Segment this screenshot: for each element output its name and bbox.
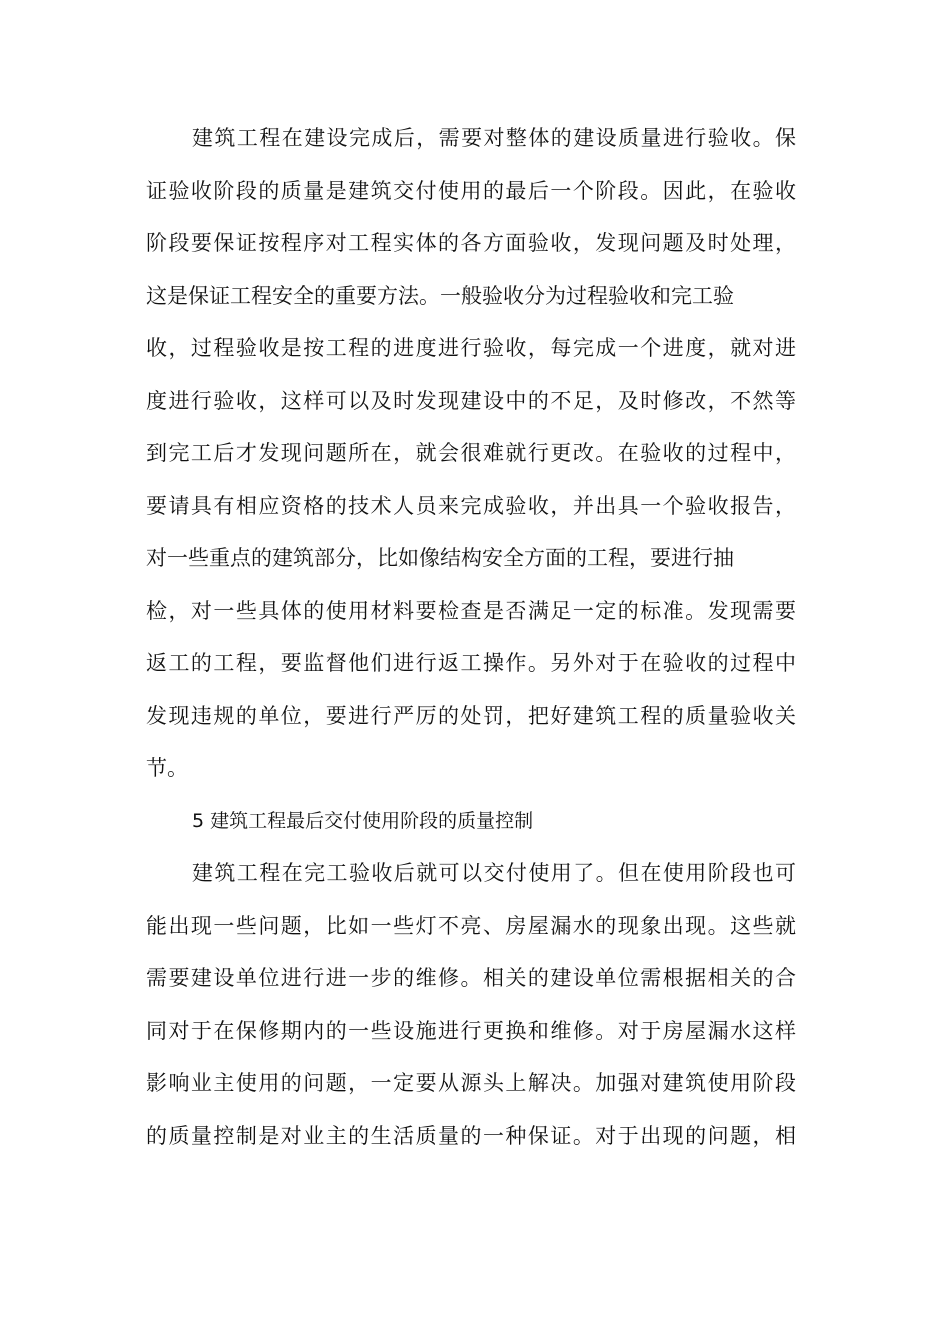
section-heading-text: 5 建筑工程最后交付使用阶段的质量控制	[192, 809, 534, 832]
text-line: 到完工后才发现问题所在，就会很难就行更改。在验收的过程中，	[146, 441, 796, 465]
document-body	[146, 112, 796, 1162]
paragraph-delivery	[146, 847, 796, 1162]
text-line: 收，过程验收是按工程的进度进行验收，每完成一个进度，就对进	[146, 336, 796, 360]
text-line: 证验收阶段的质量是建筑交付使用的最后一个阶段。因此，在验收	[146, 178, 796, 203]
text-line: 阶段要保证按程序对工程实体的各方面验收，发现问题及时处理，	[146, 231, 796, 255]
paragraph-acceptance	[146, 112, 796, 795]
section-heading	[146, 795, 796, 848]
text-line: 能出现一些问题，比如一些灯不亮、房屋漏水的现象出现。这些就	[146, 913, 796, 938]
text-line: 返工的工程，要监督他们进行返工操作。另外对于在验收的过程中	[146, 651, 796, 675]
text-line: 检，对一些具体的使用材料要检查是否满足一定的标准。发现需要	[146, 598, 796, 623]
text-line: 需要建设单位进行进一步的维修。相关的建设单位需根据相关的合	[146, 966, 796, 990]
text-line: 的质量控制是对业主的生活质量的一种保证。对于出现的问题，相	[146, 1123, 796, 1148]
text-line: 同对于在保修期内的一些设施进行更换和维修。对于房屋漏水这样	[146, 1018, 796, 1043]
text-line: 影响业主使用的问题，一定要从源头上解决。加强对建筑使用阶段	[146, 1071, 796, 1095]
text-line: 建筑工程在建设完成后，需要对整体的建设质量进行验收。保	[192, 126, 796, 150]
text-line: 建筑工程在完工验收后就可以交付使用了。但在使用阶段也可	[192, 861, 796, 885]
text-line: 对一些重点的建筑部分，比如像结构安全方面的工程，要进行抽	[146, 546, 734, 570]
text-line: 节。	[146, 756, 188, 780]
text-line: 发现违规的单位，要进行严厉的处罚，把好建筑工程的质量验收关	[146, 703, 796, 728]
text-line: 这是保证工程安全的重要方法。一般验收分为过程验收和完工验	[146, 283, 734, 308]
text-line: 要请具有相应资格的技术人员来完成验收，并出具一个验收报告，	[146, 493, 796, 518]
text-line: 度进行验收，这样可以及时发现建设中的不足，及时修改，不然等	[146, 388, 796, 413]
